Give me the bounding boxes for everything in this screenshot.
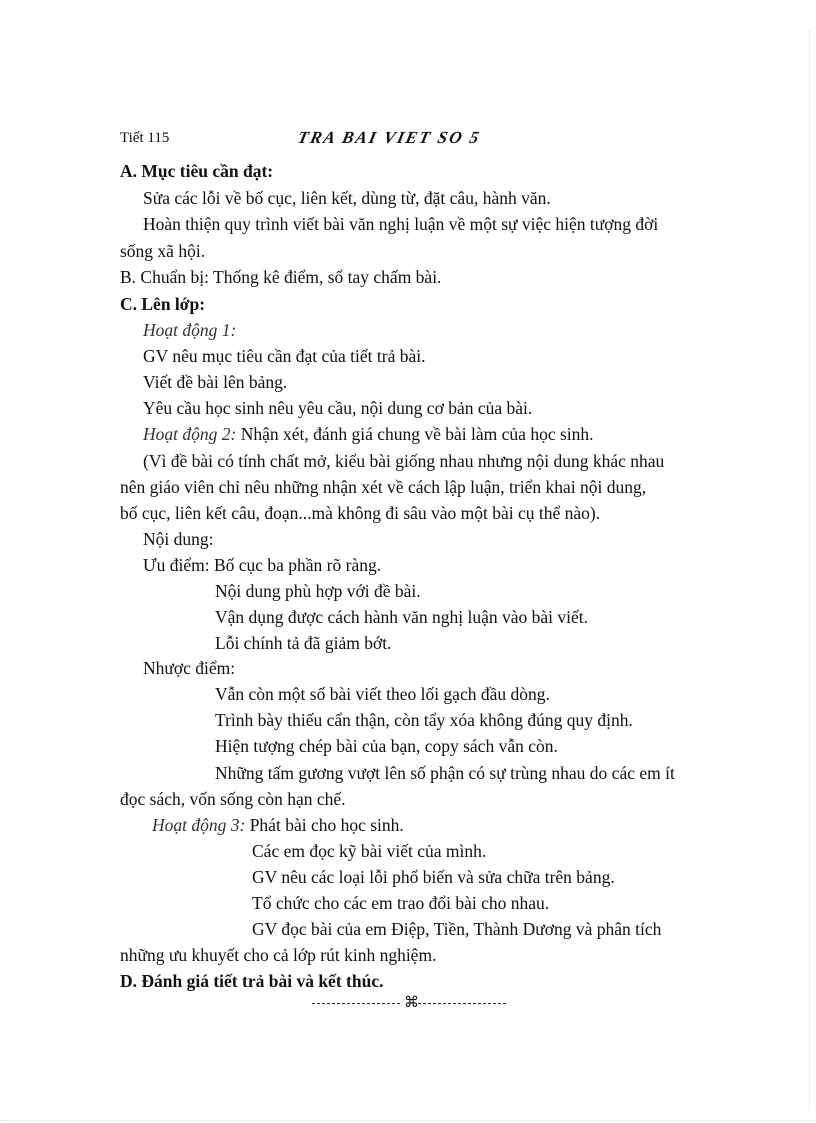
weakness-item: Những tấm gương vượt lên số phận có sự trùng nhau do các em ít (215, 763, 675, 783)
activity-1-line: GV nêu mục tiêu cần đạt của tiết trả bài. (143, 346, 426, 366)
activity-2-note: (Vì đề bài có tính chất mở, kiểu bài giống nhau nhưng nội dung khác nhau (143, 451, 665, 471)
section-a-line: sống xã hội. (120, 241, 206, 261)
activity-1-line: Yêu cầu học sinh nêu yêu cầu, nội dung cơ bản của bài. (143, 398, 533, 418)
strength-item: Bố cục ba phần rõ ràng. (213, 555, 382, 575)
strengths-line (143, 554, 381, 576)
content-label: Nội dung: (143, 529, 214, 549)
weaknesses-label: Nhược điểm: (143, 658, 236, 678)
strength-item: Nội dung phù hợp với đề bài. (215, 581, 421, 601)
section-a-line: Hoàn thiện quy trình viết bài văn nghị luận về một sự việc hiện tượng đời (143, 214, 659, 234)
activity-2-label: Hoạt động 2: (143, 424, 237, 444)
activity-3-line (152, 814, 404, 836)
strength-item: Lỗi chính tả đã giảm bớt. (215, 633, 392, 653)
activity-2-note: bố cục, liên kết câu, đoạn...mà không đi sâu vào một bài cụ thể nào). (120, 503, 601, 523)
activity-2-line (143, 423, 594, 445)
section-d-text: D. Đánh giá tiết trả bài và kết thúc. (120, 971, 384, 991)
divider-dash-right (418, 1003, 506, 1004)
activity-1-line: Viết đề bài lên bảng. (143, 372, 288, 392)
activity-3-label: Hoạt động 3: (152, 815, 246, 835)
section-c-heading: C. Lên lớp: (120, 294, 206, 314)
page-title: TRA BAI VIET SO 5 (296, 128, 483, 147)
activity-2-text: Nhận xét, đánh giá chung về bài làm của học sinh. (236, 424, 594, 444)
page-bottom-border (0, 1120, 816, 1121)
activity-3-item: Tổ chức cho các em trao đổi bài cho nhau. (252, 893, 550, 913)
activity-2-note: nên giáo viên chỉ nêu những nhận xét về cách lập luận, triển khai nội dung, (120, 477, 647, 497)
weakness-item: đọc sách, vốn sống còn hạn chế. (120, 789, 346, 809)
weakness-item: Hiện tượng chép bài của bạn, copy sách vẫn còn. (215, 736, 558, 756)
lesson-number: Tiết 115 (120, 130, 170, 146)
section-a-line: Sửa các lỗi về bố cục, liên kết, dùng từ, đặt câu, hành văn. (143, 188, 551, 208)
activity-3-item: Các em đọc kỹ bài viết của mình. (252, 841, 487, 861)
divider-dash-left (312, 1003, 400, 1004)
weakness-item: Trình bày thiếu cẩn thận, còn tẩy xóa không đúng quy định. (215, 710, 633, 730)
activity-3-item: những ưu khuyết cho cả lớp rút kinh nghiệm. (120, 945, 437, 965)
section-divider (312, 994, 506, 1012)
strength-item: Vận dụng được cách hành văn nghị luận vào bài viết. (215, 607, 589, 627)
activity-3-item: GV nêu các loại lỗi phổ biến và sửa chữa trên bảng. (252, 867, 615, 887)
weakness-item: Vẫn còn một số bài viết theo lối gạch đầu dòng. (215, 684, 550, 704)
activity-1-label: Hoạt động 1: (143, 320, 237, 340)
divider-ornament-icon: ⌘ (404, 995, 419, 1011)
page-right-border (809, 30, 810, 1110)
activity-3-text: Phát bài cho học sinh. (245, 815, 404, 835)
activity-3-item: GV đọc bài của em Điệp, Tiền, Thành Dương và phân tích (252, 919, 662, 939)
section-b-text: B. Chuẩn bị: Thống kê điểm, sổ tay chấm bài. (120, 267, 442, 287)
strengths-label: Ưu điểm: (143, 555, 214, 575)
section-a-heading: A. Mục tiêu cần đạt: (120, 161, 274, 181)
